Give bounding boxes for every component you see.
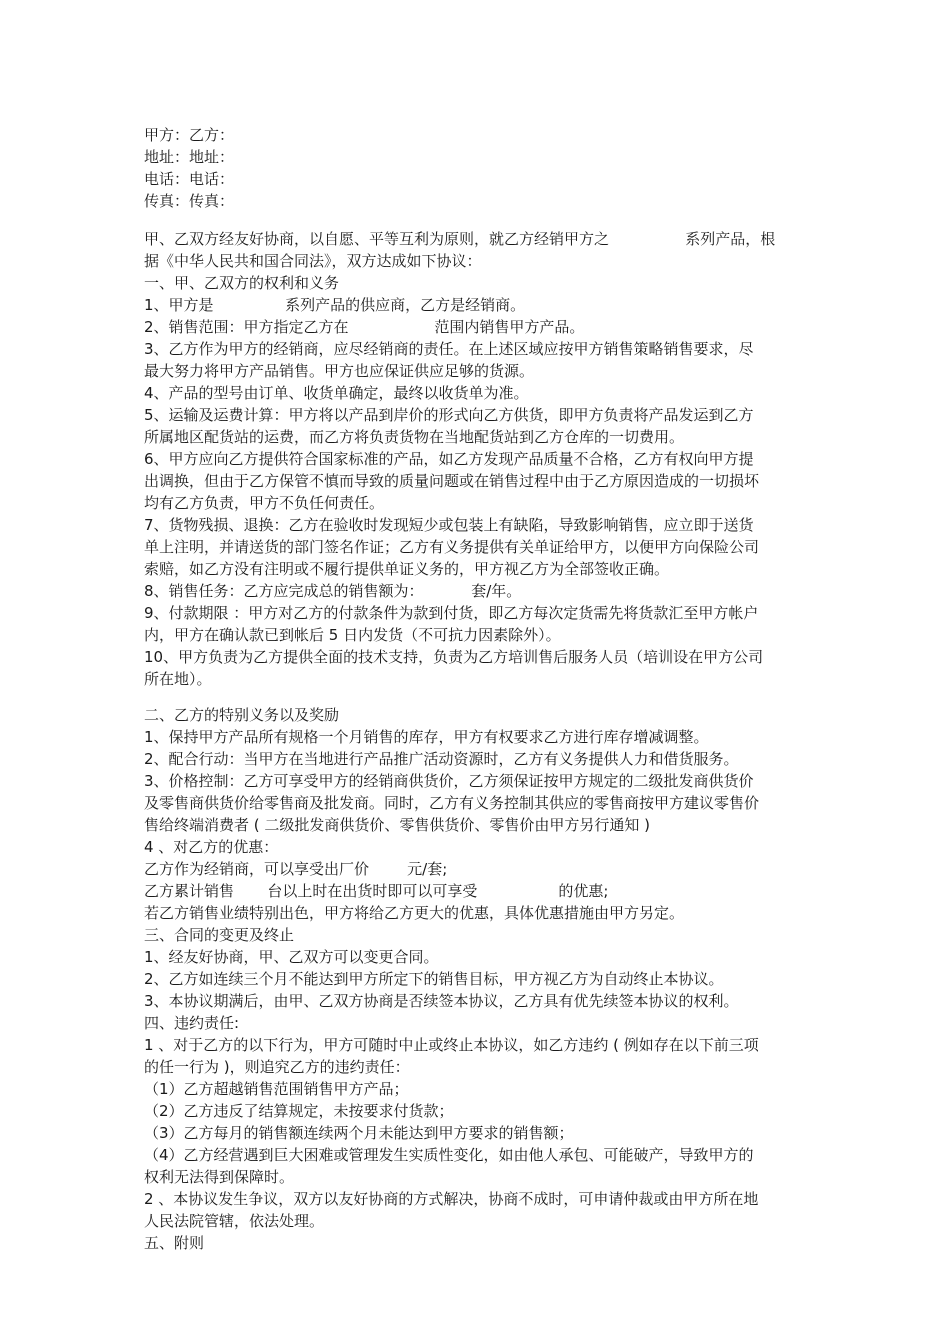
section-1-line: 6、甲方应向乙方提供符合国家标准的产品，如乙方发现产品质量不合格，乙方有权向甲方提 — [144, 450, 754, 468]
section-2-line: 3、价格控制：乙方可享受甲方的经销商供货价，乙方须保证按甲方规定的二级批发商供货价 — [144, 772, 754, 790]
section-4-line: 人民法院管辖，依法处理。 — [144, 1212, 325, 1230]
address-line: 地址：地址： — [144, 148, 235, 166]
section-2-title: 二、乙方的特别义务以及奖励 — [144, 706, 340, 724]
section-4-line: （2）乙方违反了结算规定，未按要求付货款； — [144, 1102, 454, 1120]
section-4-title: 四、违约责任: — [144, 1014, 240, 1032]
section-2-line: 乙方累计销售 台以上时在出货时即可以可享受 的优惠; — [144, 882, 609, 900]
section-4-line: 2 、本协议发生争议，双方以友好协商的方式解决，协商不成时，可申请仲裁或由甲方所在地 — [144, 1190, 759, 1208]
section-1-line: 出调换，但由于乙方保管不慎而导致的质量问题或在销售过程中由于乙方原因造成的一切损坏 — [144, 472, 760, 490]
section-4-line: 的任一行为 )，则追究乙方的违约责任： — [144, 1058, 410, 1076]
preamble-line: 据《中华人民共和国合同法》，双方达成如下协议： — [144, 252, 482, 270]
section-2-line: 及零售商供货价给零售商及批发商。同时，乙方有义务控制其供应的零售商按甲方建议零售价 — [144, 794, 760, 812]
party-names-line: 甲方：乙方： — [144, 126, 235, 144]
section-2-line: 若乙方销售业绩特别出色，甲方将给乙方更大的优惠，具体优惠措施由甲方另定。 — [144, 904, 685, 922]
section-1-line: 所属地区配货站的运费，而乙方将负责货物在当地配货站到乙方仓库的一切费用。 — [144, 428, 685, 446]
section-4-line: 权利无法得到保障时。 — [144, 1168, 295, 1186]
section-4-line: 1 、对于乙方的以下行为，甲方可随时中止或终止本协议，如乙方违约 ( 例如存在以下前三项 — [144, 1036, 759, 1054]
section-1-line: 索赔，如乙方没有注明或不履行提供单证义务的，甲方视乙方为全部签收正确。 — [144, 560, 670, 578]
preamble-line: 甲、乙双方经友好协商，以自愿、平等互利为原则，就乙方经销甲方之 系列产品，根 — [144, 230, 776, 248]
section-3-title: 三、合同的变更及终止 — [144, 926, 295, 944]
section-1-line: 最大努力将甲方产品销售。甲方也应保证供应足够的货源。 — [144, 362, 535, 380]
section-2-line: 2、配合行动：当甲方在当地进行产品推广活动资源时，乙方有义务提供人力和借货服务。 — [144, 750, 739, 768]
section-4-line: （3）乙方每月的销售额连续两个月未能达到甲方要求的销售额； — [144, 1124, 574, 1142]
section-1-line: 8、销售任务：乙方应完成总的销售额为： 套/年。 — [144, 582, 522, 600]
phone-line: 电话：电话： — [144, 170, 235, 188]
section-1-line: 3、乙方作为甲方的经销商，应尽经销商的责任。在上述区域应按甲方销售策略销售要求，尽 — [144, 340, 754, 358]
section-1-line: 2、销售范围：甲方指定乙方在 范围内销售甲方产品。 — [144, 318, 585, 336]
section-1-line: 4、产品的型号由订单、收货单确定，最终以收货单为准。 — [144, 384, 529, 402]
section-2-line: 乙方作为经销商，可以享受出厂价 元/套; — [144, 860, 448, 878]
section-1-line: 所在地）。 — [144, 670, 212, 688]
section-5-title: 五、附则 — [144, 1234, 205, 1252]
section-1-line: 9、付款期限 ：甲方对乙方的付款条件为款到付货，即乙方每次定货需先将货款汇至甲方帐户 — [144, 604, 759, 622]
section-1-line: 5、运输及运费计算：甲方将以产品到岸价的形式向乙方供货，即甲方负责将产品发运到乙方 — [144, 406, 754, 424]
section-3-line: 2、乙方如连续三个月不能达到甲方所定下的销售目标，甲方视乙方为自动终止本协议。 — [144, 970, 724, 988]
section-1-line: 均有乙方负责，甲方不负任何责任。 — [144, 494, 385, 512]
section-4-line: （4）乙方经营遇到巨大困难或管理发生实质性变化，如由他人承包、可能破产，导致甲方的 — [144, 1146, 754, 1164]
section-3-line: 3、本协议期满后，由甲、乙双方协商是否续签本协议，乙方具有优先续签本协议的权利。 — [144, 992, 739, 1010]
section-1-line: 1、甲方是 系列产品的供应商，乙方是经销商。 — [144, 296, 526, 314]
section-1-title: 一、甲、乙双方的权利和义务 — [144, 274, 340, 292]
section-1-line: 10、甲方负责为乙方提供全面的技术支持，负责为乙方培训售后服务人员（培训设在甲方公司 — [144, 648, 764, 666]
section-3-line: 1、经友好协商，甲、乙双方可以变更合同。 — [144, 948, 439, 966]
section-1-line: 7、货物残损、退换：乙方在验收时发现短少或包装上有缺陷，导致影响销售，应立即于送货 — [144, 516, 754, 534]
section-1-line: 内，甲方在确认款已到帐后 5 日内发货（不可抗力因素除外）。 — [144, 626, 561, 644]
section-2-line: 1、保持甲方产品所有规格一个月销售的库存，甲方有权要求乙方进行库存增减调整。 — [144, 728, 709, 746]
section-4-line: （1）乙方超越销售范围销售甲方产品； — [144, 1080, 409, 1098]
fax-line: 传真：传真： — [144, 192, 235, 210]
section-2-line: 售给终端消费者 ( 二级批发商供货价、零售供货价、零售价由甲方另行通知 ) — [144, 816, 651, 834]
section-2-line: 4 、对乙方的优惠： — [144, 838, 279, 856]
section-1-line: 单上注明，并请送货的部门签名作证；乙方有义务提供有关单证给甲方，以便甲方向保险公司 — [144, 538, 760, 556]
